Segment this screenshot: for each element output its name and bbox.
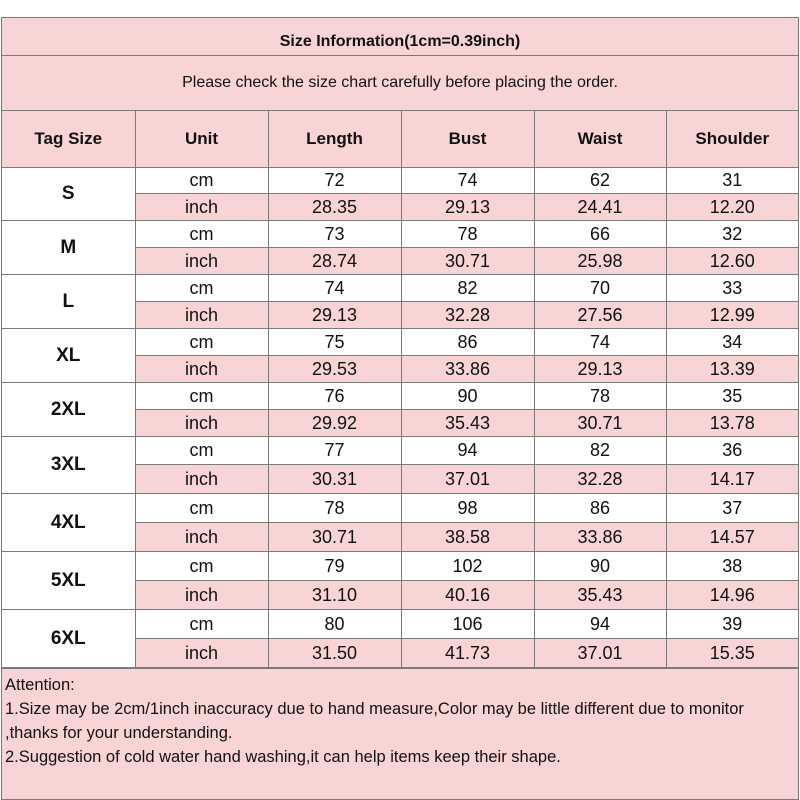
table-row <box>2 275 798 302</box>
column-header: Bust <box>401 111 534 168</box>
table-row <box>2 329 798 356</box>
measurement-cell: 82 <box>401 275 534 302</box>
unit-cell: inch <box>135 248 268 275</box>
measurement-cell: 78 <box>401 221 534 248</box>
measurement-cell: 14.57 <box>666 523 798 552</box>
table-row <box>2 437 798 465</box>
measurement-cell: 32.28 <box>534 465 666 494</box>
unit-cell: cm <box>135 221 268 248</box>
measurement-cell: 33.86 <box>401 356 534 383</box>
unit-cell: cm <box>135 437 268 465</box>
unit-cell: cm <box>135 610 268 639</box>
unit-cell: inch <box>135 302 268 329</box>
size-chart <box>1 17 799 800</box>
measurement-cell: 70 <box>534 275 666 302</box>
tag-size-cell: XL <box>2 329 135 383</box>
table-row <box>2 221 798 248</box>
measurement-cell: 12.99 <box>666 302 798 329</box>
unit-cell: inch <box>135 356 268 383</box>
unit-cell: inch <box>135 410 268 437</box>
tag-size-cell: L <box>2 275 135 329</box>
tag-size-cell: 6XL <box>2 610 135 668</box>
measurement-cell: 13.78 <box>666 410 798 437</box>
measurement-cell: 62 <box>534 168 666 194</box>
measurement-cell: 38 <box>666 552 798 581</box>
measurement-cell: 80 <box>268 610 401 639</box>
measurement-cell: 76 <box>268 383 401 410</box>
size-table-body <box>2 168 798 668</box>
measurement-cell: 29.13 <box>401 194 534 221</box>
attention-line-2: 2.Suggestion of cold water hand washing,it can help items keep their shape. <box>5 748 561 766</box>
chart-note: Please check the size chart carefully before placing the order. <box>2 56 798 111</box>
measurement-cell: 28.74 <box>268 248 401 275</box>
measurement-cell: 14.17 <box>666 465 798 494</box>
measurement-cell: 36 <box>666 437 798 465</box>
chart-title: Size Information(1cm=0.39inch) <box>2 18 798 56</box>
attention-heading: Attention: <box>5 676 75 694</box>
tag-size-cell: 5XL <box>2 552 135 610</box>
column-header: Tag Size <box>2 111 135 168</box>
measurement-cell: 90 <box>534 552 666 581</box>
tag-size-cell: 4XL <box>2 494 135 552</box>
tag-size-cell: 2XL <box>2 383 135 437</box>
column-header: Shoulder <box>666 111 798 168</box>
column-header: Unit <box>135 111 268 168</box>
measurement-cell: 66 <box>534 221 666 248</box>
header-row <box>2 111 798 168</box>
measurement-cell: 29.92 <box>268 410 401 437</box>
measurement-cell: 31.50 <box>268 639 401 668</box>
measurement-cell: 29.13 <box>534 356 666 383</box>
tag-size-cell: 3XL <box>2 437 135 494</box>
unit-cell: inch <box>135 465 268 494</box>
table-row <box>2 552 798 581</box>
tag-size-cell: S <box>2 168 135 221</box>
measurement-cell: 37 <box>666 494 798 523</box>
measurement-cell: 31.10 <box>268 581 401 610</box>
measurement-cell: 30.71 <box>401 248 534 275</box>
measurement-cell: 13.39 <box>666 356 798 383</box>
attention-notes <box>2 668 798 799</box>
measurement-cell: 40.16 <box>401 581 534 610</box>
measurement-cell: 30.71 <box>268 523 401 552</box>
measurement-cell: 29.53 <box>268 356 401 383</box>
measurement-cell: 94 <box>401 437 534 465</box>
table-row <box>2 168 798 194</box>
unit-cell: inch <box>135 194 268 221</box>
measurement-cell: 98 <box>401 494 534 523</box>
measurement-cell: 38.58 <box>401 523 534 552</box>
measurement-cell: 30.31 <box>268 465 401 494</box>
measurement-cell: 15.35 <box>666 639 798 668</box>
measurement-cell: 73 <box>268 221 401 248</box>
measurement-cell: 30.71 <box>534 410 666 437</box>
measurement-cell: 24.41 <box>534 194 666 221</box>
measurement-cell: 31 <box>666 168 798 194</box>
measurement-cell: 106 <box>401 610 534 639</box>
measurement-cell: 86 <box>401 329 534 356</box>
measurement-cell: 94 <box>534 610 666 639</box>
unit-cell: cm <box>135 552 268 581</box>
measurement-cell: 78 <box>268 494 401 523</box>
unit-cell: inch <box>135 523 268 552</box>
table-row <box>2 494 798 523</box>
measurement-cell: 74 <box>268 275 401 302</box>
measurement-cell: 74 <box>534 329 666 356</box>
measurement-cell: 33 <box>666 275 798 302</box>
measurement-cell: 14.96 <box>666 581 798 610</box>
measurement-cell: 74 <box>401 168 534 194</box>
unit-cell: cm <box>135 329 268 356</box>
measurement-cell: 12.20 <box>666 194 798 221</box>
measurement-cell: 82 <box>534 437 666 465</box>
measurement-cell: 32.28 <box>401 302 534 329</box>
unit-cell: cm <box>135 168 268 194</box>
column-header: Length <box>268 111 401 168</box>
unit-cell: cm <box>135 494 268 523</box>
attention-line-1: 1.Size may be 2cm/1inch inaccuracy due to hand measure,Color may be little different due to monitor ,thanks for your understanding. <box>5 700 744 742</box>
measurement-cell: 72 <box>268 168 401 194</box>
measurement-cell: 78 <box>534 383 666 410</box>
unit-cell: inch <box>135 581 268 610</box>
measurement-cell: 35 <box>666 383 798 410</box>
measurement-cell: 75 <box>268 329 401 356</box>
measurement-cell: 32 <box>666 221 798 248</box>
measurement-cell: 25.98 <box>534 248 666 275</box>
measurement-cell: 34 <box>666 329 798 356</box>
measurement-cell: 35.43 <box>534 581 666 610</box>
measurement-cell: 29.13 <box>268 302 401 329</box>
unit-cell: inch <box>135 639 268 668</box>
measurement-cell: 77 <box>268 437 401 465</box>
size-table <box>2 111 798 668</box>
measurement-cell: 102 <box>401 552 534 581</box>
unit-cell: cm <box>135 383 268 410</box>
measurement-cell: 86 <box>534 494 666 523</box>
measurement-cell: 35.43 <box>401 410 534 437</box>
tag-size-cell: M <box>2 221 135 275</box>
measurement-cell: 33.86 <box>534 523 666 552</box>
unit-cell: cm <box>135 275 268 302</box>
measurement-cell: 90 <box>401 383 534 410</box>
table-row <box>2 383 798 410</box>
measurement-cell: 27.56 <box>534 302 666 329</box>
measurement-cell: 39 <box>666 610 798 639</box>
column-header: Waist <box>534 111 666 168</box>
measurement-cell: 28.35 <box>268 194 401 221</box>
measurement-cell: 79 <box>268 552 401 581</box>
measurement-cell: 12.60 <box>666 248 798 275</box>
measurement-cell: 37.01 <box>534 639 666 668</box>
measurement-cell: 37.01 <box>401 465 534 494</box>
measurement-cell: 41.73 <box>401 639 534 668</box>
table-row <box>2 610 798 639</box>
